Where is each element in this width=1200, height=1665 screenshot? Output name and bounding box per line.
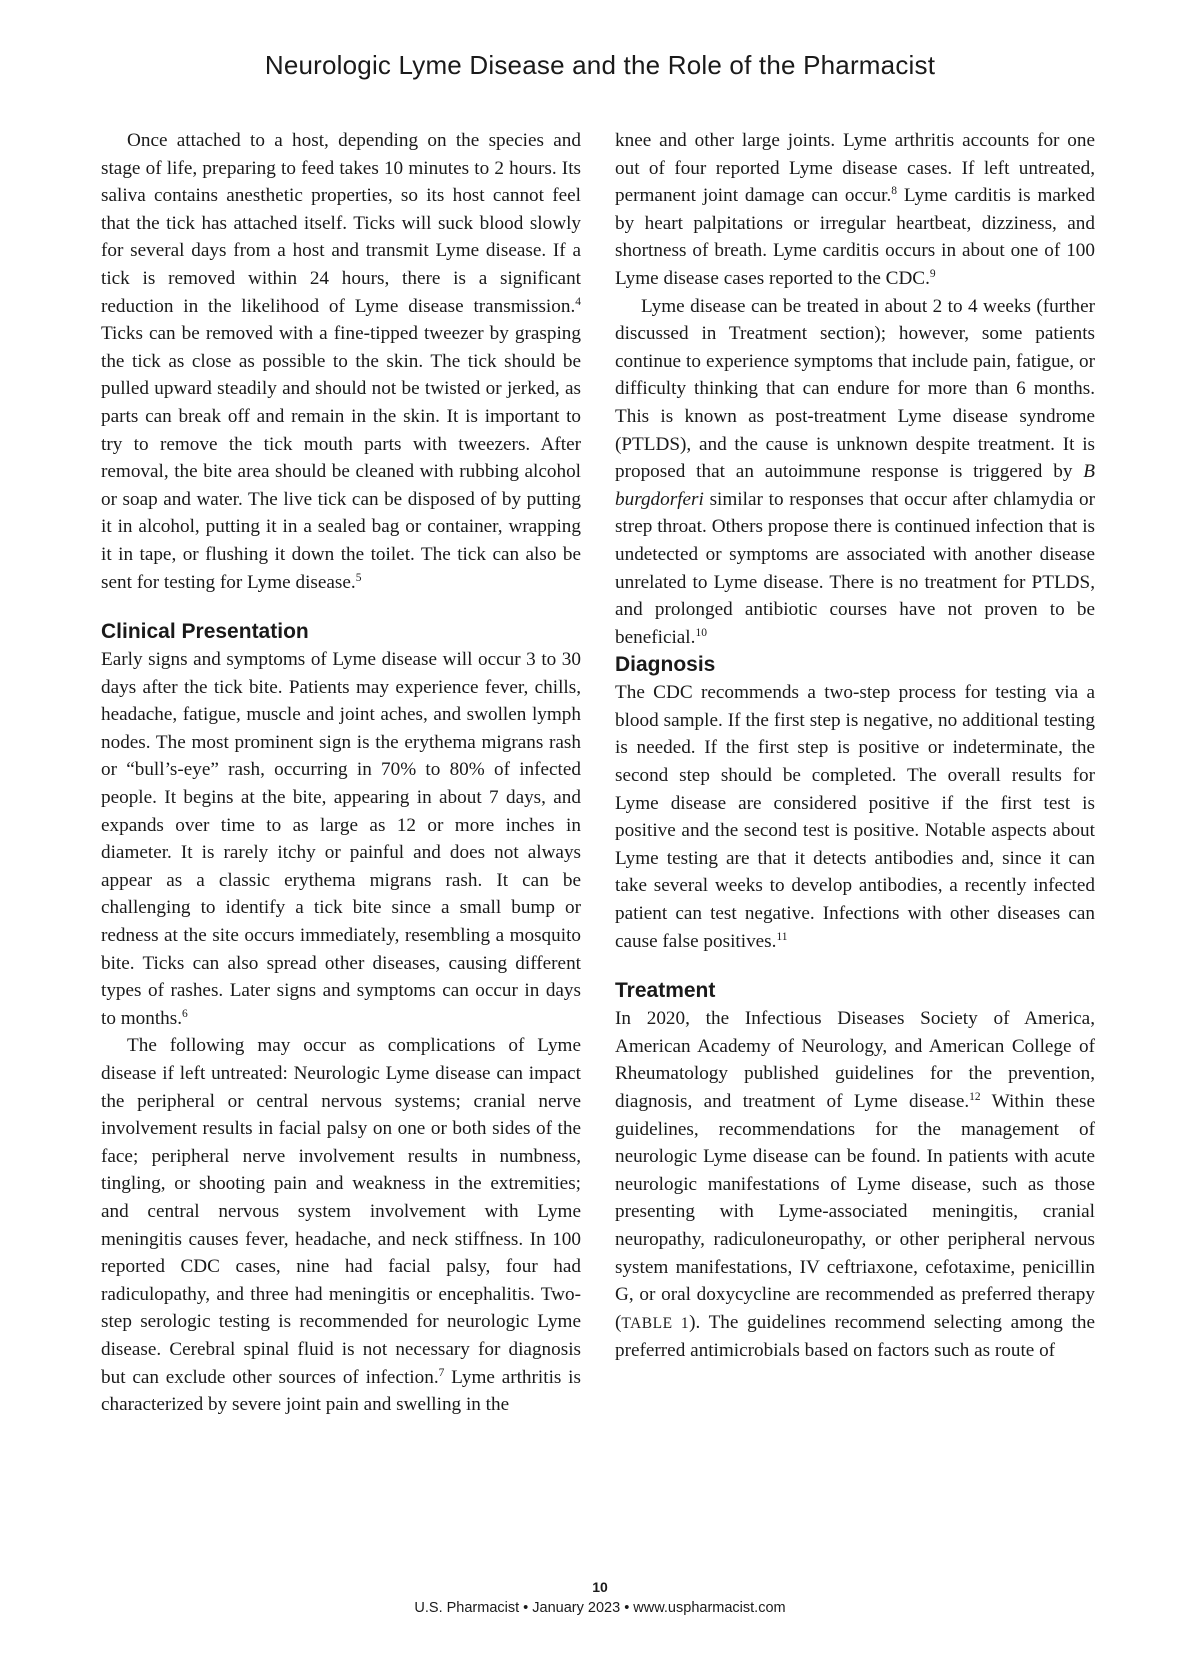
paragraph-text: knee and other large joints. Lyme arthritis accounts for one out of four reported Lyme disease cases. If left untreated, permanent joint damage can occur. <box>615 130 1095 207</box>
section-heading-clinical-presentation: Clinical Presentation <box>101 620 309 644</box>
body-paragraph <box>615 679 1095 955</box>
reference-superscript: 11 <box>776 930 788 943</box>
body-paragraph <box>101 646 581 1032</box>
paragraph-text: similar to responses that occur after chlamydia or strep throat. Others propose there is continued infection that is undetected or symptoms are associated with another disease unrelated to Lyme disease. There is no treatment for PTLDS, and prolonged antibiotic courses have not proven to be beneficial. <box>615 488 1095 648</box>
running-head-title: Neurologic Lyme Disease and the Role of the Pharmacist <box>264 50 936 80</box>
body-paragraph <box>101 127 581 596</box>
paragraph-text: Ticks can be removed with a fine-tipped tweezer by grasping the tick as close as possible to the skin. The tick should be pulled upward steadily and should not be twisted or jerked, as parts can break off and remain in the skin. It is important to try to remove the tick mouth parts with tweezers. After removal, the bite area should be cleaned with rubbing alcohol or soap and water. The live tick can be disposed of by putting it in alcohol, putting it in a sealed bag or container, wrapping it in tape, or flushing it down the toilet. The tick can also be sent for testing for Lyme disease. <box>101 323 581 593</box>
reference-superscript: 7 <box>438 1366 445 1379</box>
paragraph-text: Within these guidelines, recommendations for the management of neurologic Lyme disease can be found. In patients with acute neurologic manifestations of Lyme disease, such as those presenting with Lyme-associated meningitis, cranial neuropathy, radiculoneuropathy, or other peripheral nervous system manifestations, IV ceftriaxone, cefotaxime, penicillin G, or oral doxycycline are recommended as preferred therapy ( <box>615 1091 1095 1333</box>
reference-superscript: 4 <box>575 295 581 308</box>
species-name: B burgdorferi <box>615 461 1095 510</box>
paragraph-text: Once attached to a host, depending on the species and stage of life, preparing to feed takes 10 minutes to 2 hours. Its saliva contains anesthetic properties, so its host cannot feel that the tick has attached itself. Ticks will suck blood slowly for several days from a host and transmit Lyme disease. If a tick is removed within 24 hours, there is a significant reduction in the likelihood of Lyme disease transmission. <box>101 130 581 317</box>
paragraph-text: The following may occur as complications of Lyme disease if left untreated: Neurologic Lyme disease can impact the peripheral or central nervous systems; cranial nerve involvement results in facial palsy on one or both sides of the face; peripheral nerve involvement results in numbness, tingling, or shooting pain and weakness in the extremities; and central nervous system involvement with Lyme meningitis causes fever, headache, and neck stiffness. In 100 reported CDC cases, nine had facial palsy, four had radiculopathy, and three had meningitis or encephalitis. Two-step serologic testing is recommended for neurologic Lyme disease. Cerebral spinal fluid is not necessary for diagnosis but can exclude other sources of infection. <box>101 1035 581 1388</box>
reference-superscript: 8 <box>891 185 898 198</box>
paragraph-text: Lyme disease can be treated in about 2 to 4 weeks (further discussed in Treatment section); however, some patients continue to experience symptoms that include pain, fatigue, or difficulty thinking that can endure for more than 6 months. This is known as post-treatment Lyme disease syndrome (PTLDS), and the cause is unknown despite treatment. It is proposed that an autoimmune response is triggered by <box>615 295 1095 483</box>
section-heading-treatment: Treatment <box>615 979 716 1003</box>
body-paragraph <box>101 1032 581 1418</box>
paragraph-text: In 2020, the Infectious Diseases Society of America, American Academy of Neurology, and American College of Rheumatology published guidelines for the prevention, diagnosis, and treatment of Lyme disease. <box>615 1008 1095 1112</box>
reference-superscript: 5 <box>355 571 362 584</box>
body-paragraph <box>615 1005 1095 1365</box>
table-reference: TABLE 1 <box>621 1314 690 1332</box>
page-number: 10 <box>592 1579 608 1595</box>
reference-superscript: 9 <box>929 267 936 280</box>
reference-superscript: 10 <box>695 626 707 639</box>
paragraph-text: ). The guidelines recommend selecting among the preferred antimicrobials based on factors such as route of <box>615 1311 1095 1362</box>
reference-superscript: 6 <box>182 1007 188 1020</box>
section-heading-diagnosis: Diagnosis <box>615 653 716 677</box>
paragraph-text: Early signs and symptoms of Lyme disease will occur 3 to 30 days after the tick bite. Patients may experience fever, chills, headache, fatigue, muscle and joint aches, and swollen lymph nodes. The most prominent sign is the erythema migrans rash or “bull’s-eye” rash, occurring in 70% to 80% of infected people. It begins at the bite, appearing in about 7 days, and expands over time to as large as 12 or more inches in diameter. It is rarely itchy or painful and does not always appear as a classic erythema migrans rash. It can be challenging to identify a tick bite since a small bump or redness at the site occurs immediately, resembling a mosquito bite. Ticks can also spread other diseases, causing different types of rashes. Later signs and symptoms can occur in days to months. <box>101 649 581 1029</box>
body-paragraph <box>615 127 1095 293</box>
left-column <box>101 127 581 1419</box>
paragraph-text: Lyme arthritis is characterized by severe joint pain and swelling in the <box>101 1366 581 1416</box>
reference-superscript: 12 <box>969 1091 981 1103</box>
right-column <box>615 127 1095 1365</box>
publication-footer: U.S. Pharmacist • January 2023 • www.uspharmacist.com <box>414 1600 786 1616</box>
body-paragraph <box>615 293 1095 652</box>
paragraph-text: The CDC recommends a two-step process for testing via a blood sample. If the first step is negative, no additional testing is needed. If the first step is positive or indeterminate, the second step should be completed. The overall results for Lyme disease are considered positive if the first test is positive and the second test is positive. Notable aspects about Lyme testing are that it detects antibodies and, since it can take several weeks to develop antibodies, a recently infected patient can test negative. Infections with other diseases can cause false positives. <box>615 682 1095 952</box>
paragraph-text: Lyme carditis is marked by heart palpitations or irregular heartbeat, dizziness, and shortness of breath. Lyme carditis occurs in about one of 100 Lyme disease cases reported to the CDC. <box>615 185 1095 289</box>
